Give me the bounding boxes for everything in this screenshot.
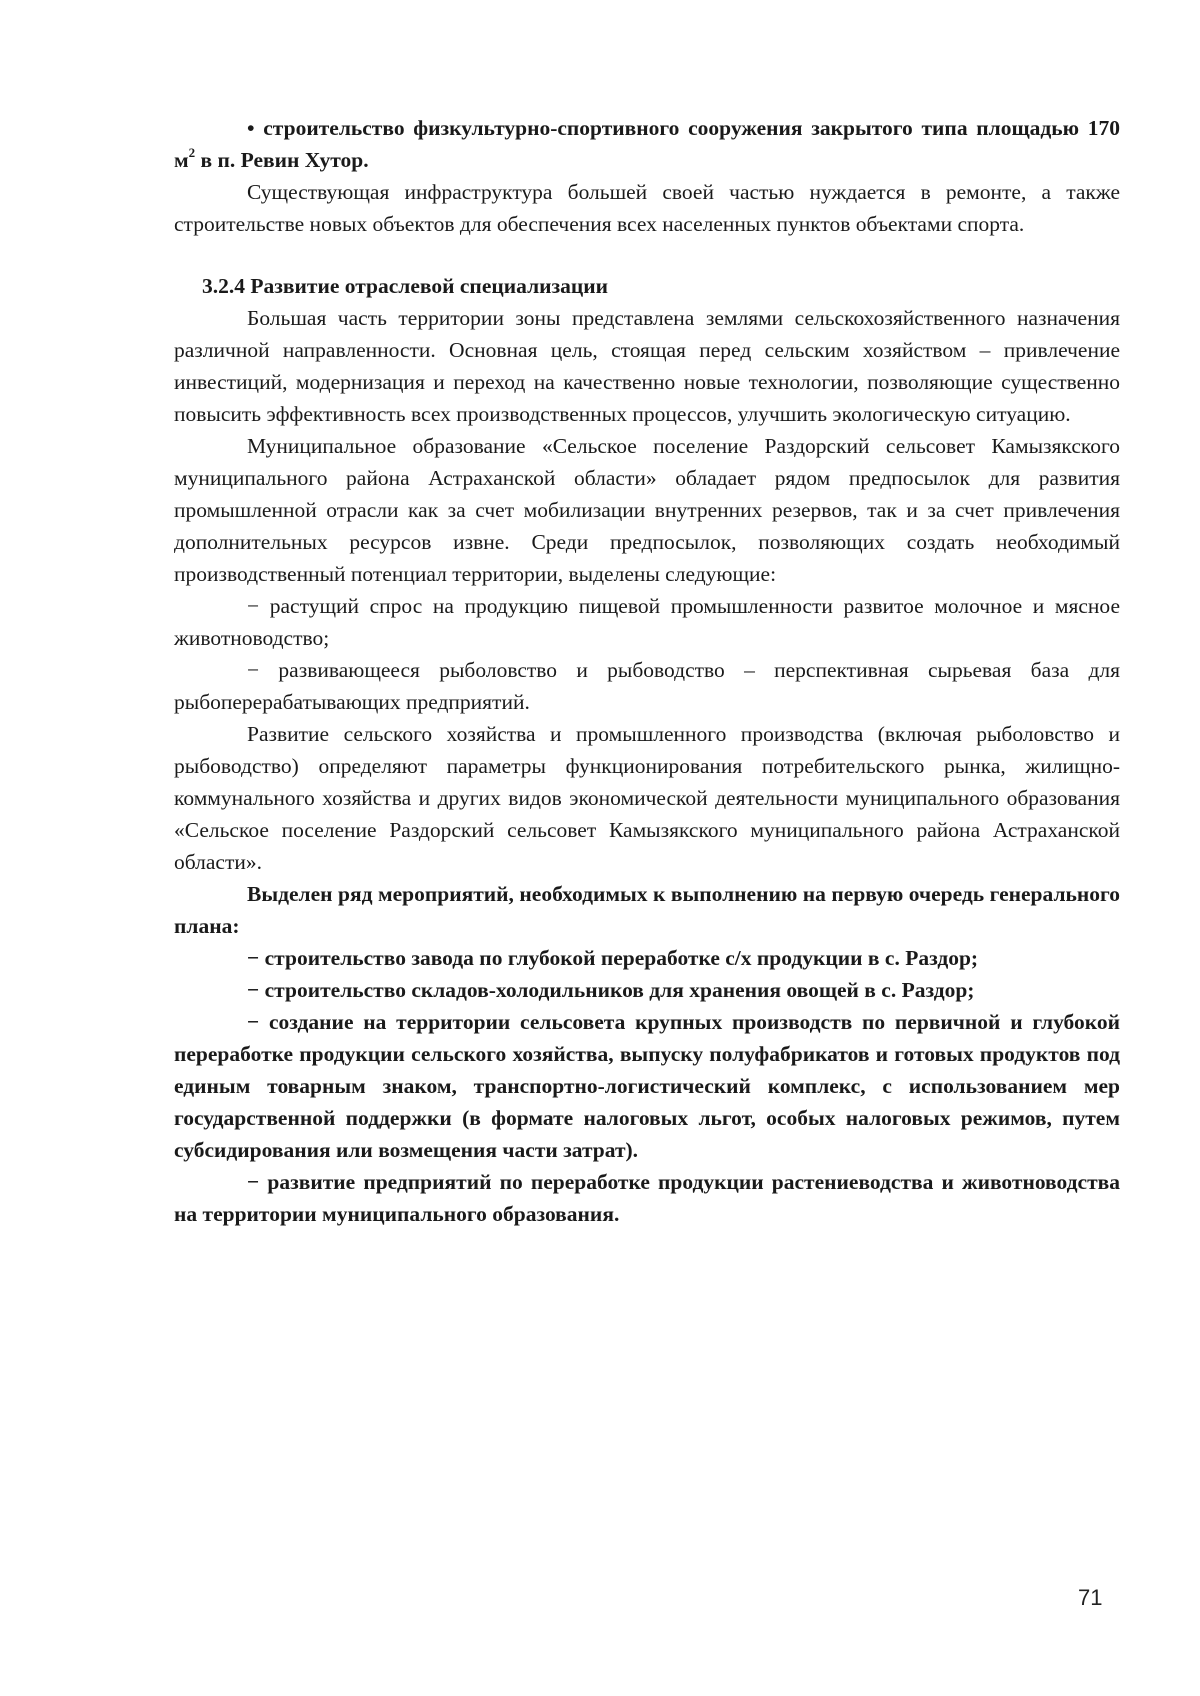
development-paragraph: Развитие сельского хозяйства и промышленного производства (включая рыболовство и рыбоводство) определяют параметры функционирования потребительского рынка, жилищно-коммунального хозяйства и других видов экономической деятельности муниципального образования «Сельское поселение Раздорский сельсовет Камызякского муниципального района Астраханской области». (174, 722, 1120, 874)
bullet-text: строительство физкультурно-спортивного сооружения закрытого типа площадью 170 м (174, 116, 1120, 172)
measure-item-2: − строительство складов-холодильников для хранения овощей в с. Раздор; (247, 978, 975, 1002)
municipality-paragraph: Муниципальное образование «Сельское поселение Раздорский сельсовет Камызякского муниципального района Астраханской области» обладает рядом предпосылок для развития промышленной отрасли как за счет мобилизации внутренних резервов, так и за счет привлечения дополнительных ресурсов извне. Среди предпосылок, позволяющих создать необходимый производственный потенциал территории, выделены следующие: (174, 434, 1120, 586)
measures-intro: Выделен ряд мероприятий, необходимых к выполнению на первую очередь генерального плана: (174, 882, 1120, 938)
measure-item-3: − создание на территории сельсовета крупных производств по первичной и глубокой переработке продукции сельского хозяйства, выпуску полуфабрикатов и готовых продуктов под единым товарным знаком, транспортно-логистический комплекс, с использованием мер государственной поддержки (в формате налоговых льгот, особых налоговых режимов, путем субсидирования или возмещения части затрат). (174, 1010, 1120, 1162)
infrastructure-paragraph: Существующая инфраструктура большей своей частью нуждается в ремонте, а также строительстве новых объектов для обеспечения всех населенных пунктов объектами спорта. (174, 180, 1120, 236)
sports-facility-bullet (174, 112, 1120, 176)
prerequisite-item-1: − растущий спрос на продукцию пищевой промышленности развитое молочное и мясное животноводство; (174, 594, 1120, 650)
measure-item-1: − строительство завода по глубокой переработке с/х продукции в с. Раздор; (247, 946, 979, 970)
agriculture-paragraph: Большая часть территории зоны представлена землями сельскохозяйственного назначения различной направленности. Основная цель, стоящая перед сельским хозяйством – привлечение инвестиций, модернизация и переход на качественно новые технологии, позволяющие существенно повысить эффективность всех производственных процессов, улучшить экологическую ситуацию. (174, 306, 1120, 426)
section-heading: 3.2.4 Развитие отраслевой специализации (202, 274, 609, 298)
document-page (174, 112, 1120, 1230)
superscript-two: 2 (188, 144, 196, 160)
bullet-marker: • (247, 116, 255, 140)
prerequisite-item-2: − развивающееся рыболовство и рыбоводство – перспективная сырьевая база для рыбоперерабатывающих предприятий. (174, 658, 1120, 714)
measure-item-4: − развитие предприятий по переработке продукции растениеводства и животноводства на территории муниципального образования. (174, 1170, 1120, 1226)
page-number: 71 (1078, 1585, 1103, 1610)
bullet-text-end: в п. Ревин Хутор. (195, 148, 369, 172)
